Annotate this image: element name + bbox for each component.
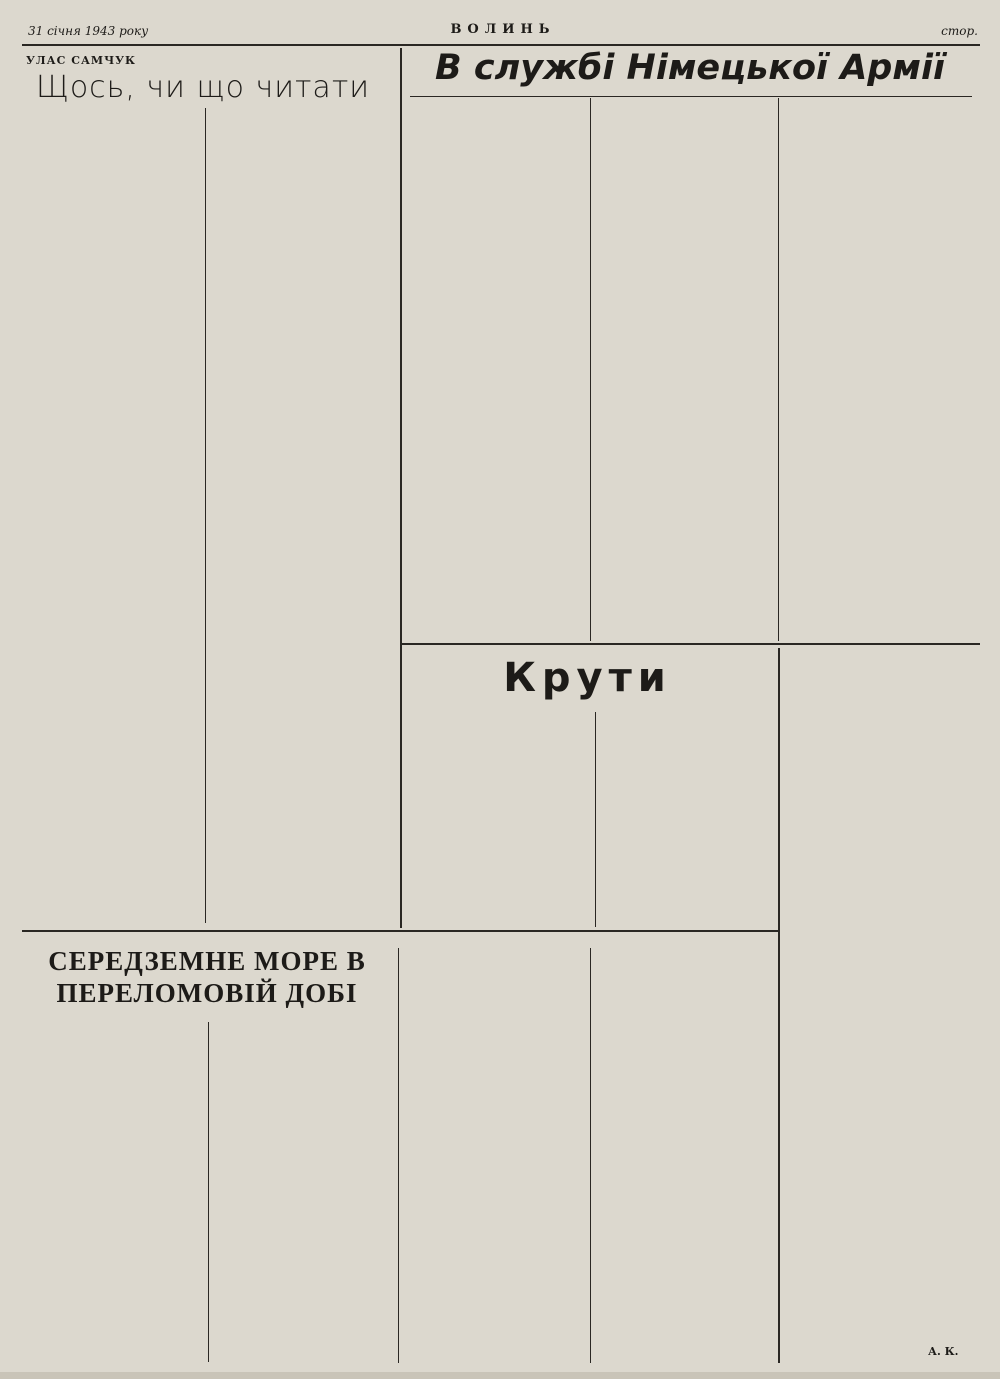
newspaper-title: ВОЛИНЬ: [450, 22, 556, 37]
article-title: В службі Німецької Армії: [435, 48, 945, 88]
article-title: Крути: [503, 655, 672, 701]
column-rule: [778, 648, 780, 1363]
title-rule: [410, 96, 972, 97]
page-edge: [0, 1372, 1000, 1379]
header-date: 31 січня 1943 року: [28, 24, 149, 38]
column-rule: [205, 108, 206, 923]
page-number: стор.: [941, 24, 978, 38]
section-rule: [402, 643, 980, 645]
column-rule: [398, 948, 399, 1363]
section-rule: [22, 930, 778, 932]
article-title: СЕРЕДЗЕМНЕ МОРЕ В ПЕРЕЛОМОВІЙ ДОБІ: [48, 946, 366, 1008]
column-rule: [590, 98, 591, 641]
header-rule: [22, 44, 980, 46]
column-rule: [778, 98, 779, 641]
article-title: Щось, чи що читати: [36, 70, 371, 105]
column-rule: [208, 1022, 209, 1362]
article-signature: А. К.: [928, 1345, 959, 1358]
article-author: УЛАС САМЧУК: [26, 54, 137, 67]
page-header: [28, 22, 978, 44]
column-rule: [590, 948, 591, 1363]
column-rule: [400, 48, 402, 928]
column-rule: [595, 712, 596, 927]
